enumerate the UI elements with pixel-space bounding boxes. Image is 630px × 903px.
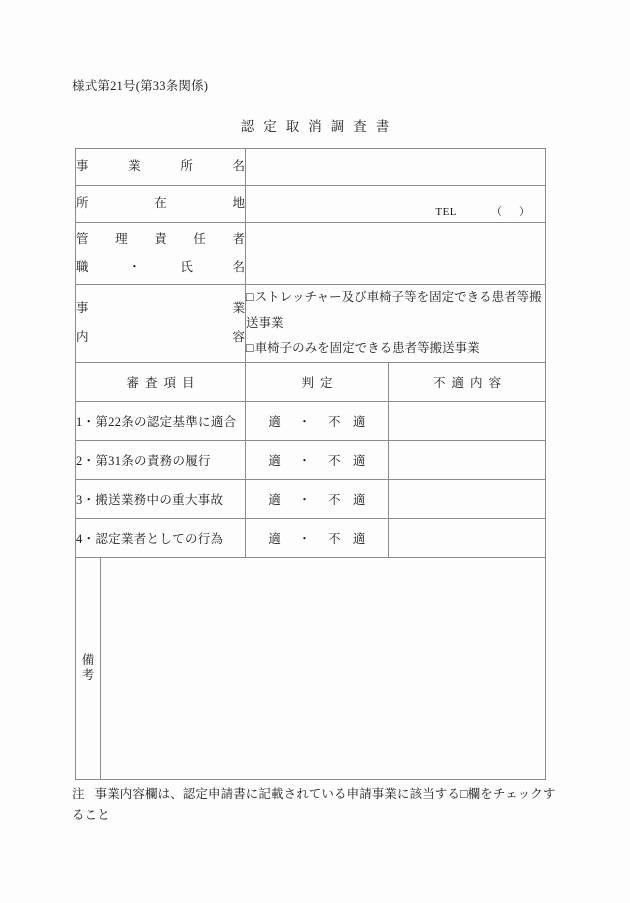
tel-label: TEL bbox=[435, 206, 458, 218]
judgment-ng-2[interactable]: 適 bbox=[352, 492, 366, 507]
checkbox-option-wheelchair[interactable] bbox=[246, 336, 545, 362]
label-remarks-char2: 考 bbox=[81, 668, 95, 683]
value-address[interactable] bbox=[246, 186, 546, 223]
label-business-content bbox=[76, 285, 246, 363]
judgment-separator: ・ bbox=[298, 453, 312, 468]
review-detail-value[interactable] bbox=[389, 518, 546, 557]
label-manager bbox=[76, 223, 246, 285]
label-manager-line2: 職・氏名 bbox=[76, 259, 246, 274]
judgment-ok[interactable]: 適 bbox=[268, 492, 282, 507]
judgment-ng-2[interactable]: 適 bbox=[352, 453, 366, 468]
column-header-item: 審査項目 bbox=[76, 362, 246, 401]
review-item-label: 3・搬送業務中の重大事故 bbox=[76, 479, 246, 518]
form-table bbox=[75, 148, 546, 780]
value-remarks[interactable] bbox=[101, 557, 546, 779]
column-header-judgment: 判定 bbox=[246, 362, 389, 401]
judgment-ok[interactable]: 適 bbox=[268, 453, 282, 468]
label-manager-line1: 管理責任者 bbox=[76, 232, 246, 247]
judgment-ng-2[interactable]: 適 bbox=[352, 414, 366, 429]
review-detail-value[interactable] bbox=[389, 479, 546, 518]
review-detail-value[interactable] bbox=[389, 440, 546, 479]
table-row-office-name bbox=[76, 149, 546, 186]
judgment-ng-1[interactable]: 不 bbox=[328, 453, 341, 468]
review-judgment-choice[interactable] bbox=[246, 401, 389, 440]
value-manager[interactable] bbox=[246, 223, 546, 285]
business-content-options bbox=[246, 285, 546, 363]
judgment-ng-2[interactable]: 適 bbox=[352, 531, 366, 546]
label-business-content-line1: 事 業 bbox=[76, 301, 246, 316]
judgment-separator: ・ bbox=[298, 414, 312, 429]
table-row bbox=[76, 479, 546, 518]
table-row bbox=[76, 401, 546, 440]
judgment-ok[interactable]: 適 bbox=[268, 414, 282, 429]
tel-field[interactable] bbox=[435, 203, 533, 219]
table-row-remarks bbox=[76, 557, 546, 779]
footer-note-text: 事業内容欄は、認定申請書に記載されている申請事業に該当する□欄をチェックすること bbox=[72, 787, 556, 822]
label-address: 所在地 bbox=[76, 186, 246, 223]
checkbox-option-wheelchair-label: 車椅子のみを固定できる患者等搬送事業 bbox=[254, 341, 480, 356]
value-office-name[interactable] bbox=[246, 149, 546, 186]
review-judgment-choice[interactable] bbox=[246, 479, 389, 518]
footer-note bbox=[72, 784, 564, 825]
review-header-row bbox=[76, 362, 546, 401]
table-row-business-content bbox=[76, 285, 546, 363]
checkbox-icon[interactable]: □ bbox=[246, 341, 254, 356]
checkbox-icon[interactable]: □ bbox=[246, 290, 254, 304]
tel-parenthesis: （ ） bbox=[491, 206, 534, 218]
review-judgment-choice[interactable] bbox=[246, 518, 389, 557]
table-row bbox=[76, 440, 546, 479]
judgment-ng-1[interactable]: 不 bbox=[328, 531, 341, 546]
label-remarks bbox=[76, 557, 101, 779]
label-remarks-char1: 備 bbox=[81, 653, 95, 668]
table-row bbox=[76, 518, 546, 557]
table-row-address bbox=[76, 186, 546, 223]
review-item-label: 2・第31条の責務の履行 bbox=[76, 440, 246, 479]
judgment-ok[interactable]: 適 bbox=[268, 531, 282, 546]
table-row-manager bbox=[76, 223, 546, 285]
judgment-ng-1[interactable]: 不 bbox=[328, 492, 341, 507]
review-item-label: 1・第22条の認定基準に適合 bbox=[76, 401, 246, 440]
checkbox-option-stretcher-label: ストレッチャー及び車椅子等を固定できる患者等搬送事業 bbox=[246, 290, 542, 330]
checkbox-option-stretcher[interactable] bbox=[246, 285, 545, 336]
footer-note-tag: 注 bbox=[72, 787, 85, 801]
review-item-label: 4・認定業者としての行為 bbox=[76, 518, 246, 557]
page-title: 認定取消調査書 bbox=[240, 119, 399, 134]
judgment-ng-1[interactable]: 不 bbox=[328, 414, 341, 429]
form-number: 様式第21号(第33条関係) bbox=[72, 79, 209, 93]
label-business-content-line2: 内 容 bbox=[76, 330, 246, 345]
label-office-name: 事業所名 bbox=[76, 149, 246, 186]
review-detail-value[interactable] bbox=[389, 401, 546, 440]
judgment-separator: ・ bbox=[298, 492, 312, 507]
judgment-separator: ・ bbox=[298, 531, 312, 546]
column-header-detail: 不適内容 bbox=[389, 362, 546, 401]
review-judgment-choice[interactable] bbox=[246, 440, 389, 479]
